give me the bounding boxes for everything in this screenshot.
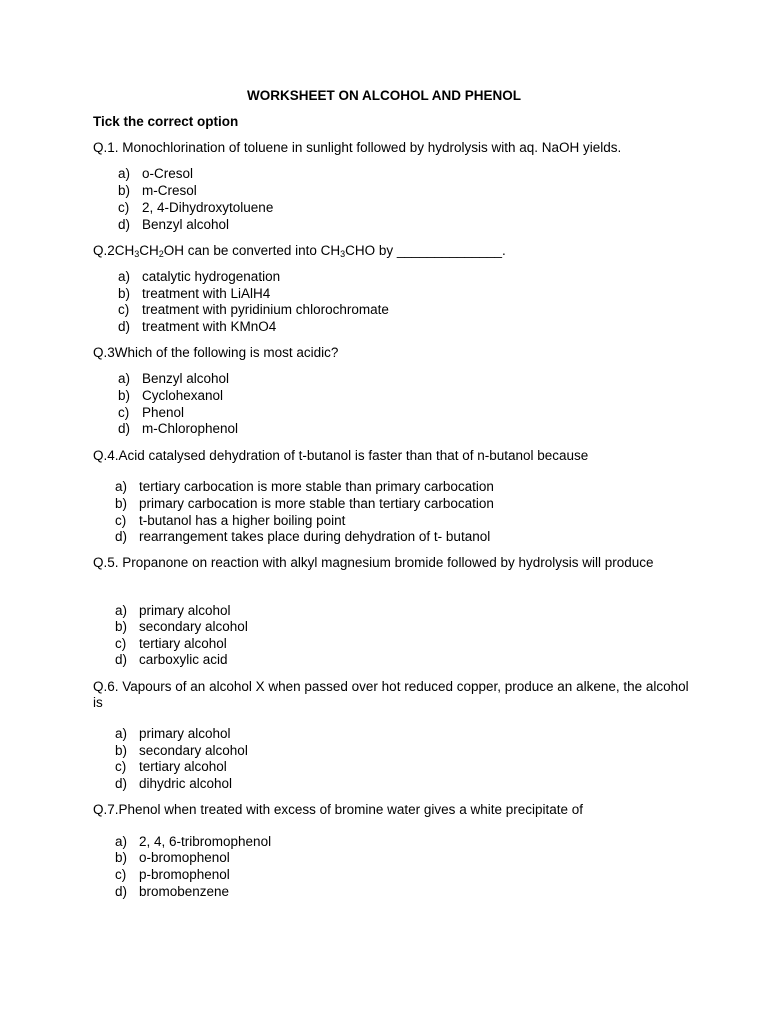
option-text: treatment with KMnO4 xyxy=(142,319,277,334)
question-3: Q.3Which of the following is most acidic? xyxy=(93,345,339,360)
question-7-option-a[interactable] xyxy=(115,834,271,850)
option-letter: c) xyxy=(115,867,127,882)
option-letter: d) xyxy=(115,529,128,544)
option-letter: d) xyxy=(115,776,128,791)
option-text: tertiary carbocation is more stable than primary carbocation xyxy=(139,479,494,494)
option-text: secondary alcohol xyxy=(139,619,248,634)
option-letter: a) xyxy=(118,371,131,386)
question-4-option-b[interactable] xyxy=(115,496,494,512)
option-text: 2, 4, 6-tribromophenol xyxy=(139,834,272,849)
question-3-option-c[interactable] xyxy=(118,405,184,421)
question-2-subscript: 3 xyxy=(340,249,346,259)
instruction: Tick the correct option xyxy=(93,114,239,129)
question-3-option-b[interactable] xyxy=(118,388,223,404)
option-text: Benzyl alcohol xyxy=(142,371,230,386)
option-text: o-bromophenol xyxy=(139,850,230,865)
question-2-subscript: 3 xyxy=(134,249,140,259)
question-3-option-d[interactable] xyxy=(118,421,238,437)
option-text: Benzyl alcohol xyxy=(142,217,230,232)
option-letter: a) xyxy=(115,479,128,494)
option-letter: b) xyxy=(118,286,131,301)
option-text: rearrangement takes place during dehydration of t- butanol xyxy=(139,529,491,544)
option-letter: b) xyxy=(115,743,128,758)
question-2-option-d[interactable] xyxy=(118,319,276,335)
question-5: Q.5. Propanone on reaction with alkyl magnesium bromide followed by hydrolysis will produce xyxy=(93,555,654,570)
question-2-option-c[interactable] xyxy=(118,302,389,318)
option-letter: a) xyxy=(115,726,128,741)
question-3-option-a[interactable] xyxy=(118,371,229,387)
option-letter: d) xyxy=(115,884,128,899)
question-4-option-c[interactable] xyxy=(115,513,345,529)
option-text: tertiary alcohol xyxy=(139,636,227,651)
option-text: tertiary alcohol xyxy=(139,759,227,774)
option-text: primary alcohol xyxy=(139,603,231,618)
question-2-text-part: OH can be converted into CH xyxy=(163,243,341,258)
option-text: catalytic hydrogenation xyxy=(142,269,281,284)
option-text: m-Cresol xyxy=(142,183,197,198)
question-1-option-b[interactable] xyxy=(118,183,197,199)
question-2-subscript: 2 xyxy=(158,249,164,259)
question-6-option-a[interactable] xyxy=(115,726,231,742)
question-4-option-a[interactable] xyxy=(115,479,494,495)
option-letter: c) xyxy=(115,513,127,528)
option-text: primary carbocation is more stable than tertiary carbocation xyxy=(139,496,494,511)
option-letter: c) xyxy=(118,200,130,215)
question-5-option-b[interactable] xyxy=(115,619,248,635)
option-text: treatment with pyridinium chlorochromate xyxy=(142,302,389,317)
option-letter: d) xyxy=(118,421,131,436)
option-letter: b) xyxy=(118,388,131,403)
option-letter: a) xyxy=(118,166,131,181)
option-text: p-bromophenol xyxy=(139,867,230,882)
question-7-option-b[interactable] xyxy=(115,850,230,866)
option-text: 2, 4-Dihydroxytoluene xyxy=(142,200,274,215)
question-5-option-d[interactable] xyxy=(115,652,228,668)
option-letter: c) xyxy=(115,759,127,774)
option-letter: d) xyxy=(118,217,131,232)
question-7-option-d[interactable] xyxy=(115,884,229,900)
option-text: dihydric alcohol xyxy=(139,776,233,791)
option-letter: c) xyxy=(115,636,127,651)
question-2-text-part: CHO by ______________. xyxy=(345,243,506,258)
option-letter: b) xyxy=(115,496,128,511)
option-letter: c) xyxy=(118,302,130,317)
option-letter: b) xyxy=(118,183,131,198)
option-text: treatment with LiAlH4 xyxy=(142,286,271,301)
option-letter: c) xyxy=(118,405,130,420)
question-1-option-d[interactable] xyxy=(118,217,229,233)
option-letter: b) xyxy=(115,619,128,634)
question-6-option-c[interactable] xyxy=(115,759,227,775)
option-text: bromobenzene xyxy=(139,884,230,899)
question-6-option-b[interactable] xyxy=(115,743,248,759)
question-2-option-a[interactable] xyxy=(118,269,280,285)
option-text: Cyclohexanol xyxy=(142,388,224,403)
question-5-option-c[interactable] xyxy=(115,636,227,652)
question-2-text-part: Q.2CH xyxy=(93,243,135,258)
question-6-option-d[interactable] xyxy=(115,776,232,792)
question-7-option-c[interactable] xyxy=(115,867,230,883)
option-text: carboxylic acid xyxy=(139,652,228,667)
option-text: secondary alcohol xyxy=(139,743,248,758)
option-letter: a) xyxy=(118,269,131,284)
option-letter: a) xyxy=(115,834,128,849)
option-letter: b) xyxy=(115,850,128,865)
question-2 xyxy=(93,243,693,259)
option-text: Phenol xyxy=(142,405,185,420)
question-4-option-d[interactable] xyxy=(115,529,490,545)
question-6: Q.6. Vapours of an alcohol X when passed over hot reduced copper, produce an alkene, the alcohol is xyxy=(93,679,689,710)
option-letter: d) xyxy=(118,319,131,334)
question-2-option-b[interactable] xyxy=(118,286,270,302)
question-1-option-c[interactable] xyxy=(118,200,273,216)
option-text: primary alcohol xyxy=(139,726,231,741)
question-1-option-a[interactable] xyxy=(118,166,193,182)
option-text: t-butanol has a higher boiling point xyxy=(139,513,346,528)
option-text: m-Chlorophenol xyxy=(142,421,239,436)
question-5-option-a[interactable] xyxy=(115,603,231,619)
option-text: o-Cresol xyxy=(142,166,194,181)
question-7: Q.7.Phenol when treated with excess of bromine water gives a white precipitate of xyxy=(93,802,584,817)
option-letter: d) xyxy=(115,652,128,667)
question-4: Q.4.Acid catalysed dehydration of t-butanol is faster than that of n-butanol because xyxy=(93,448,589,463)
page-title: WORKSHEET ON ALCOHOL AND PHENOL xyxy=(246,88,521,103)
question-2-text-part: CH xyxy=(139,243,159,258)
question-1: Q.1. Monochlorination of toluene in sunlight followed by hydrolysis with aq. NaOH yields. xyxy=(93,140,622,155)
option-letter: a) xyxy=(115,603,128,618)
